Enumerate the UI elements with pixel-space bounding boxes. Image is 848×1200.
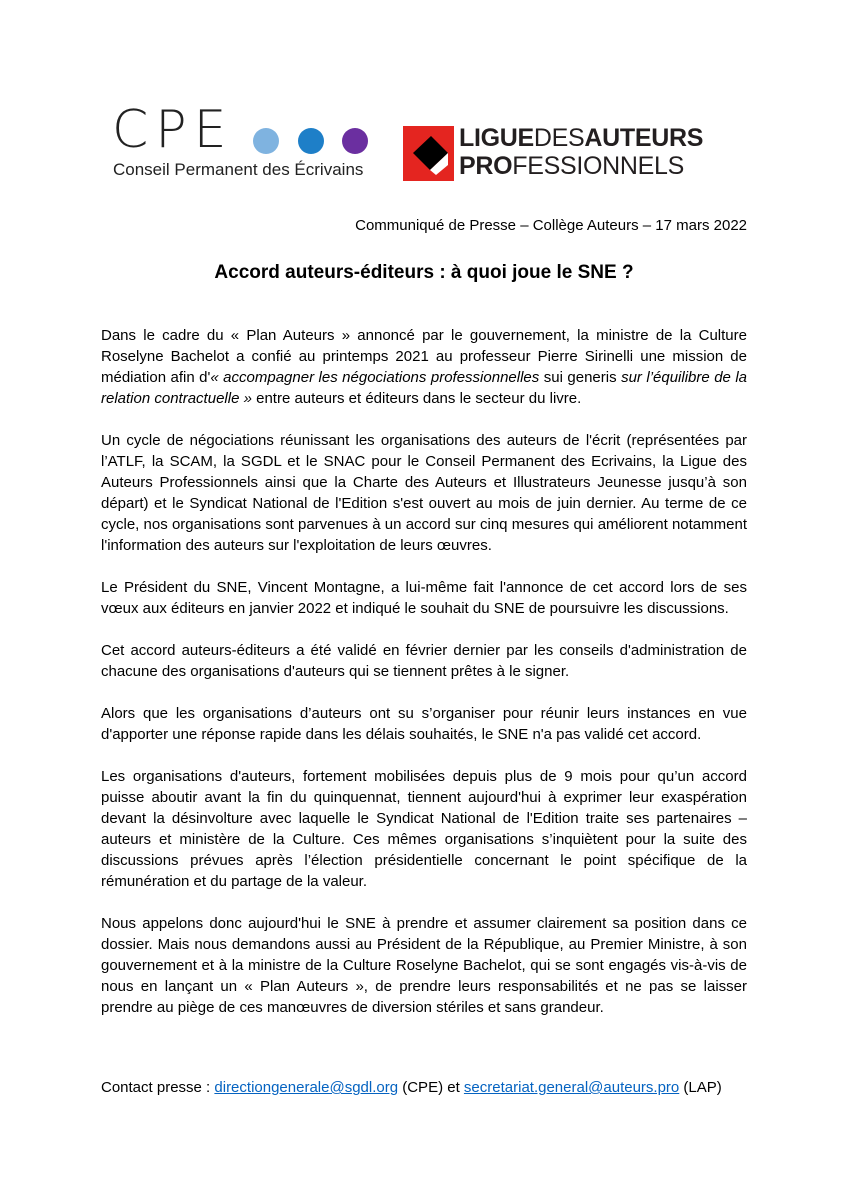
press-release-body bbox=[101, 325, 747, 1018]
p1-text-a: Dans le cadre du « Plan Auteurs » annoncé par le gouvernement, la ministre de la Culture Roselyne Bachelot a confié au printemps 2021 au professeur Pierre Sirinelli une mission de médiation afin d' bbox=[101, 327, 747, 386]
lap-des: DES bbox=[533, 124, 585, 152]
press-contact bbox=[101, 1077, 722, 1098]
contact-label: Contact presse : bbox=[101, 1079, 215, 1096]
lap-title-line-2 bbox=[459, 153, 684, 180]
cpe-full-name: Conseil Permanent des Écrivains bbox=[113, 160, 364, 179]
email-link-cpe[interactable]: directiongenerale@sgdl.org bbox=[214, 1079, 399, 1096]
headline: Accord auteurs-éditeurs : à quoi joue le SNE ? bbox=[214, 262, 634, 283]
p1-text-b: sui generis bbox=[539, 369, 622, 386]
cpe-dot-purple bbox=[342, 128, 368, 154]
p1-text-c: entre auteurs et éditeurs dans le secteur du livre. bbox=[251, 390, 582, 407]
lap-logo bbox=[403, 126, 748, 182]
lap-auteurs: AUTEURS bbox=[584, 124, 704, 152]
contact-org-lap: (LAP) bbox=[679, 1079, 722, 1096]
cpe-dot-light-blue bbox=[253, 128, 279, 154]
paragraph-5: Alors que les organisations d’auteurs ont su s’organiser pour réunir leurs instances en vue d'apporter une réponse rapide dans les délais souhaités, le SNE n'a pas validé cet accord. bbox=[101, 705, 747, 743]
cpe-dot-blue bbox=[298, 128, 324, 154]
paragraph-1 bbox=[101, 325, 747, 409]
lap-pro: PRO bbox=[459, 152, 513, 180]
paragraph-7: Nous appelons donc aujourd'hui le SNE à prendre et assumer clairement sa position dans ce dossier. Mais nous demandons aussi au Président de la République, au Premier Ministre, à son gouvernement et à la ministre de la Culture Roselyne Bachelot, qui se sont engagés vis-à-vis de nous en lançant un « Plan Auteurs », de prendre leurs responsabilités et ne pas se laisser prendre au piège de ces manœuvres de diversion stériles et sans grandeur. bbox=[101, 915, 747, 1016]
lap-square-icon bbox=[403, 126, 454, 181]
cpe-acronym: CPE bbox=[112, 100, 234, 160]
lap-title-line-1 bbox=[459, 125, 703, 152]
lap-ligue: LIGUE bbox=[459, 124, 534, 152]
lap-fessionnels: FESSIONNELS bbox=[512, 152, 685, 180]
contact-org-cpe: (CPE) et bbox=[398, 1079, 464, 1096]
paragraph-4: Cet accord auteurs-éditeurs a été validé en février dernier par les conseils d'administration de chacune des organisations d'auteurs qui se tiennent prêtes à le signer. bbox=[101, 642, 747, 680]
paragraph-3: Le Président du SNE, Vincent Montagne, a lui-même fait l'annonce de cet accord lors de ses vœux aux éditeurs en janvier 2022 et indiqué le souhait du SNE de poursuivre les discussions. bbox=[101, 579, 747, 617]
p1-quote-a: « accompagner les négociations professionnelles bbox=[210, 369, 540, 386]
paragraph-6: Les organisations d'auteurs, fortement mobilisées depuis plus de 9 mois pour qu’un accord puisse aboutir avant la fin du quinquennat, tiennent aujourd'hui à exprimer leur exaspération devant la désinvolture avec laquelle le Syndicat National de l'Edition traite ses partenaires – auteurs et ministère de la Culture. Ces mêmes organisations s’inquiètent pour la suite des discussions prévues après l’élection présidentielle concernant le point spécifique de la rémunération et du partage de la valeur. bbox=[101, 768, 747, 890]
paragraph-2: Un cycle de négociations réunissant les organisations des auteurs de l'écrit (représentées par l’ATLF, la SCAM, la SGDL et le SNAC pour le Conseil Permanent des Ecrivains, la Ligue des Auteurs Professionnels ainsi que la Charte des Auteurs et Illustrateurs Jeunesse jusqu’à son départ) et le Syndicat National de l'Edition s'est ouvert au mois de juin dernier. Au terme de ce cycle, nos organisations sont parvenues à un accord sur cinq mesures qui améliorent notamment l'information des auteurs sur l'exploitation de leurs œuvres. bbox=[101, 432, 747, 554]
dateline: Communiqué de Presse – Collège Auteurs – 17 mars 2022 bbox=[355, 217, 747, 234]
email-link-lap[interactable]: secretariat.general@auteurs.pro bbox=[463, 1079, 680, 1096]
cpe-logo bbox=[112, 100, 374, 184]
p1-quote-b: sur l’équilibre de la relation contractuelle » bbox=[101, 369, 748, 407]
